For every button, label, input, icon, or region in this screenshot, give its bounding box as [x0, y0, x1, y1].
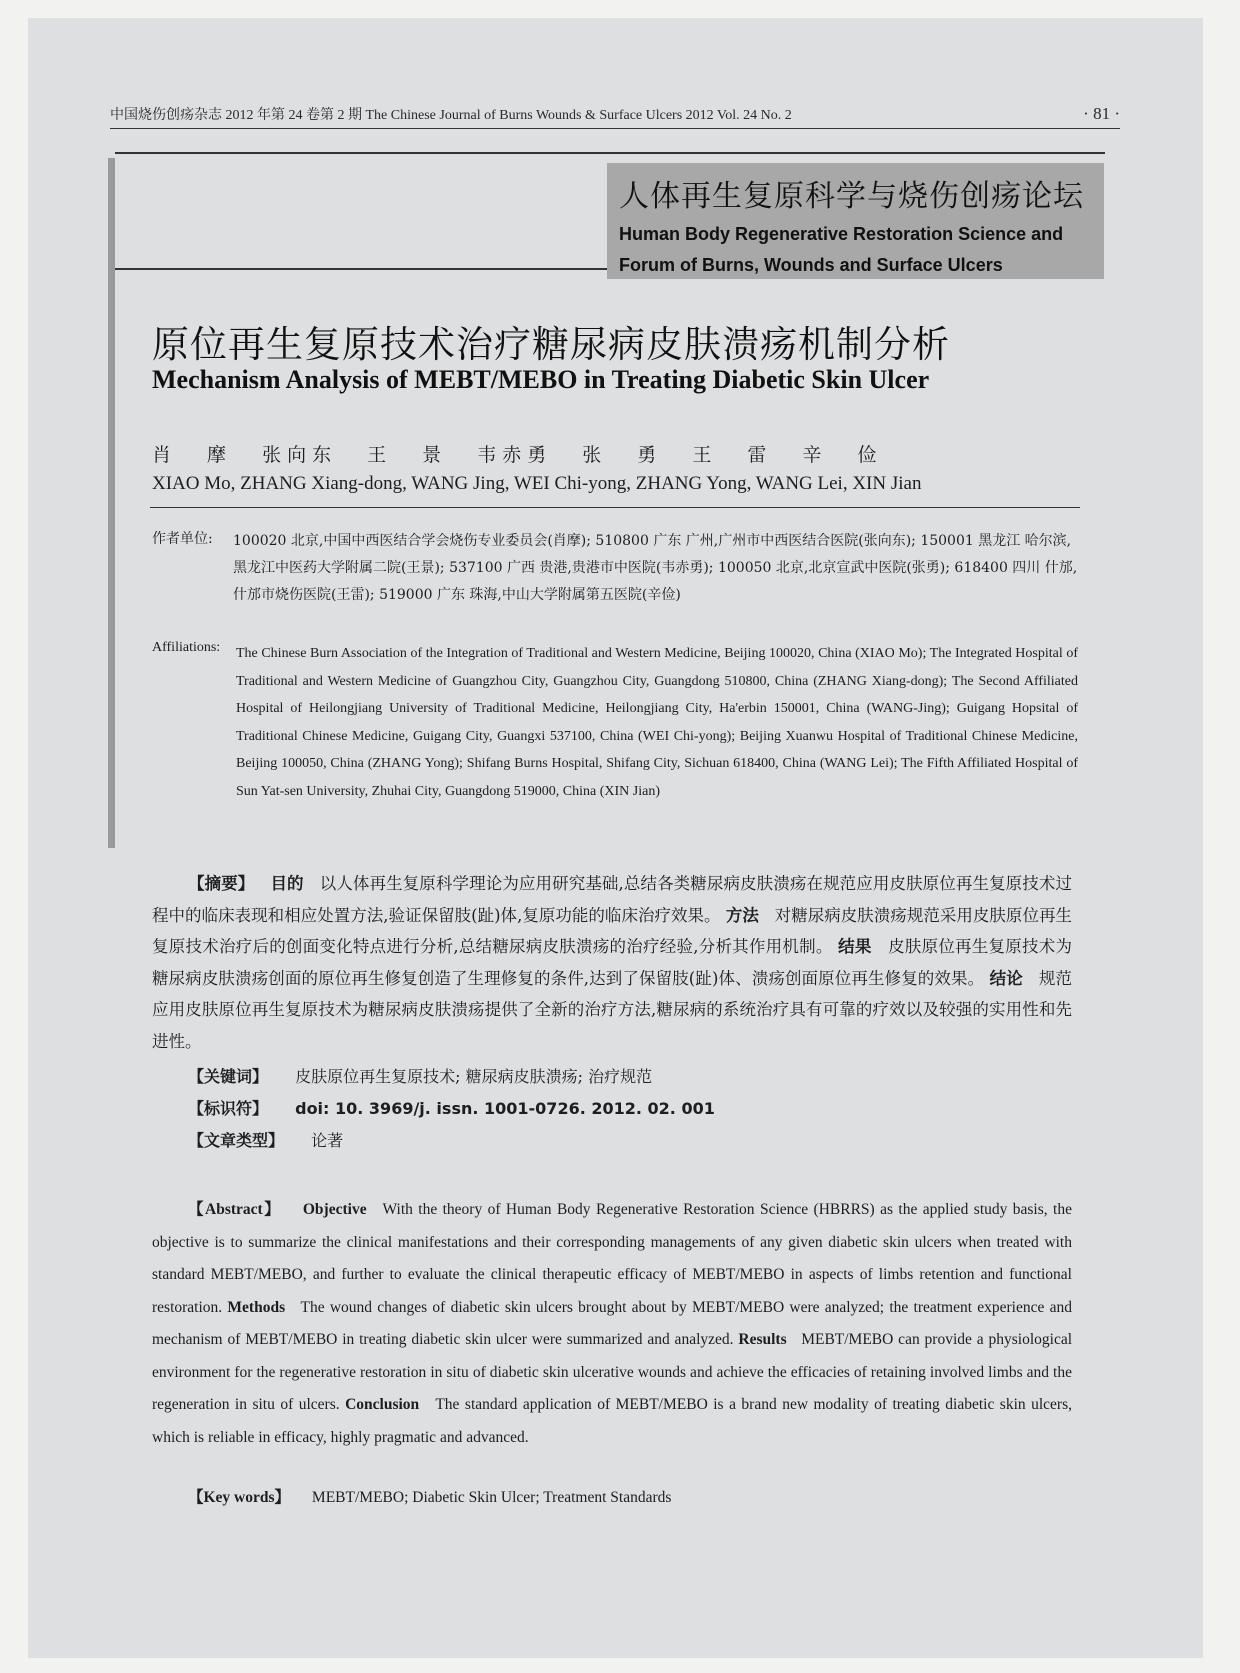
author-rule: [150, 507, 1080, 508]
doi-text: doi: 10. 3969/j. issn. 1001-0726. 2012. 02. 001: [295, 1099, 715, 1118]
affiliations-cn: 100020 北京,中国中西医结合学会烧伤专业委员会(肖摩); 510800 广东 广州,广州市中西医结合医院(张向东); 150001 黑龙江 哈尔滨,黑龙江中医药大学附属二院(王景); 537100 广西 贵港,贵港市中医院(韦赤勇); 100050 北京,北京宣武中医院(张勇); 618400 四川 什邡,什邡市烧伤医院(王雷); 519000 广东 珠海,中山大学附属第五医院(辛俭): [233, 533, 1078, 603]
objective-label-cn: 目的: [270, 874, 304, 893]
section-rule: [115, 268, 607, 270]
keywords-en-row: [188, 1485, 671, 1507]
running-header: [110, 104, 1120, 129]
forum-banner: [607, 163, 1104, 279]
affiliations-en: The Chinese Burn Association of the Integration of Traditional and Western Medicine, Beijing 100020, China (XIAO Mo); The Integrated Hospital of Traditional and Western Medicine of Guangzhou City, Guangzhou City, Guangdong 510800, China (ZHANG Xiang-dong); The Second Affiliated Hospital of Heilongjiang University of Traditional Medicine, Heilongjiang City, Ha'erbin 150001, China (WANG-Jing); Guigang Hopsital of Traditional Chinese Medicine, Guigang City, Guangxi 537100, China (WEI Chi-yong); Beijing Xuanwu Hospital of Traditional Chinese Medicine, Beijing 100050, China (ZHANG Yong); Shifang Burns Hospital, Shifang City, Sichuan 618400, China (WANG Lei); The Fifth Affiliated Hospital of Sun Yat-sen University, Zhuhai City, Guangdong 519000, China (XIN Jian): [236, 646, 1078, 799]
objective-text-en: With the theory of Human Body Regenerative Restoration Science (HBRRS) as the applied study basis, the objective is to summarize the clinical manifestations and their corresponding managements of any given diabetic skin ulcers when treated with standard MEBT/MEBO, and further to evaluate the clinical therapeutic efficacy of MEBT/MEBO in aspects of limbs retention and functional restoration.: [152, 1201, 1072, 1316]
affiliations-en-label: Affiliations:: [152, 640, 221, 655]
authors-en: XIAO Mo, ZHANG Xiang-dong, WANG Jing, WEI Chi-yong, ZHANG Yong, WANG Lei, XIN Jian: [152, 473, 922, 494]
abstract-cn-label: 【摘要】: [188, 874, 255, 893]
authors-cn: 肖 摩 张向东 王 景 韦赤勇 张 勇 王 雷 辛 俭: [152, 444, 883, 466]
article-title-en: Mechanism Analysis of MEBT/MEBO in Treating Diabetic Skin Ulcer: [152, 365, 930, 394]
abstract-cn: [152, 868, 1072, 1057]
keywords-en: MEBT/MEBO; Diabetic Skin Ulcer; Treatment Standards: [311, 1489, 672, 1506]
conclusion-label-cn: 结论: [989, 968, 1023, 988]
results-label-en: Results: [738, 1331, 787, 1348]
results-label-cn: 结果: [838, 937, 872, 956]
results-text-cn: 皮肤原位再生复原技术为糖尿病皮肤溃疡创面的原位再生修复创造了生理修复的条件,达到了保留肢(趾)体、溃疡创面原位再生修复的效果。: [152, 937, 1073, 988]
conclusion-text-cn: 规范应用皮肤原位再生复原技术为糖尿病皮肤溃疡提供了全新的治疗方法,糖尿病的系统治疗具有可靠的疗效以及较强的实用性和先进性。: [152, 968, 1072, 1051]
methods-label-en: Methods: [227, 1298, 286, 1316]
methods-text-en: The wound changes of diabetic skin ulcers brought about by MEBT/MEBO were analyzed; the treatment experience and mechanism of MEBT/MEBO in treating diabetic skin ulcer were summarized and analyzed.: [152, 1298, 1072, 1348]
objective-text-cn: 以人体再生复原科学理论为应用研究基础,总结各类糖尿病皮肤溃疡在规范应用皮肤原位再生复原技术过程中的临床表现和相应处置方法,验证保留肢(趾)体,复原功能的临床治疗效果。: [152, 874, 1072, 925]
top-rule: [115, 152, 1105, 154]
keywords-en-label: 【Key words】: [188, 1489, 291, 1506]
journal-citation: 中国烧伤创疡杂志 2012 年第 24 卷第 2 期 The Chinese Journal of Burns Wounds & Surface Ulcers 2012 Vol. 24 No. 2: [110, 108, 792, 123]
identifier-label: 【标识符】: [188, 1099, 269, 1118]
keywords-cn-label: 【关键词】: [188, 1067, 269, 1086]
conclusion-text-en: The standard application of MEBT/MEBO is a brand new modality of treating diabetic skin ulcers, which is reliable in efficacy, highly pragmatic and advanced.: [152, 1396, 1073, 1446]
article-title-cn: 原位再生复原技术治疗糖尿病皮肤溃疡机制分析: [152, 323, 950, 366]
affiliations-cn-label: 作者单位:: [152, 531, 213, 547]
methods-text-cn: 对糖尿病皮肤溃疡规范采用皮肤原位再生复原技术治疗后的创面变化特点进行分析,总结糖尿病皮肤溃疡的治疗经验,分析其作用机制。: [152, 905, 1072, 956]
abstract-en: [152, 1194, 1072, 1454]
methods-label-cn: 方法: [725, 905, 759, 925]
conclusion-label-en: Conclusion: [345, 1396, 420, 1413]
left-accent-bar: [108, 158, 115, 848]
forum-title-cn: 人体再生复原科学与烧伤创疡论坛: [619, 179, 1084, 214]
article-type-label: 【文章类型】: [188, 1131, 285, 1150]
abstract-en-label: 【Abstract】: [188, 1201, 282, 1218]
results-text-en: MEBT/MEBO can provide a physiological environment for the regenerative restoration in situ of diabetic skin ulcerative wounds and achieve the efficacies of retaining involved limbs and the regeneration in situ of ulcers.: [152, 1331, 1073, 1413]
objective-label-en: Objective: [302, 1201, 367, 1218]
article-type: 论著: [311, 1131, 344, 1150]
keywords-cn-row: [188, 1064, 652, 1087]
forum-title-en-1: Human Body Regenerative Restoration Science and: [619, 224, 1064, 244]
forum-title-en-2: Forum of Burns, Wounds and Surface Ulcers: [619, 255, 1003, 275]
keywords-cn: 皮肤原位再生复原技术; 糖尿病皮肤溃疡; 治疗规范: [295, 1067, 653, 1086]
article-type-row: [188, 1128, 343, 1151]
identifier-row: [188, 1096, 715, 1119]
page-number: · 81 ·: [1083, 104, 1120, 123]
